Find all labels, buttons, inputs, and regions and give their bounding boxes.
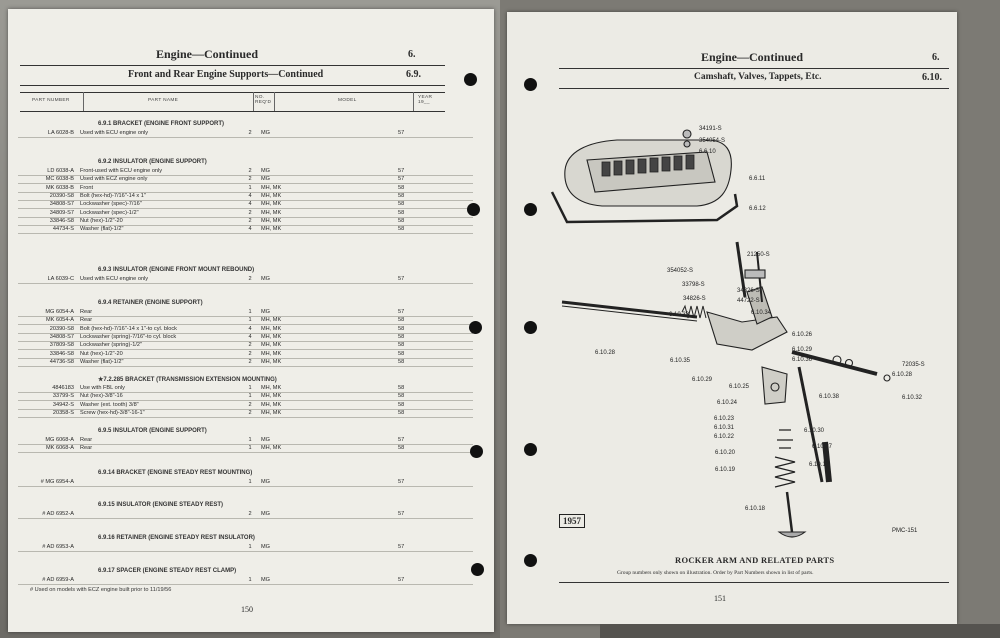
model-cell: MH, MK — [261, 342, 282, 349]
callout-label: 6.6.11 — [749, 176, 766, 182]
year-cell: 57 — [398, 577, 405, 583]
callout-label: 6.10.17 — [809, 462, 830, 468]
model-cell: MH, MK — [261, 184, 282, 191]
model-cell: MH, MK — [261, 201, 282, 208]
model-cell: MH, MK — [261, 385, 282, 391]
table-row — [18, 385, 473, 393]
year-cell: 57 — [398, 130, 405, 136]
table-row — [18, 317, 473, 325]
year-cell: 58 — [398, 209, 405, 216]
model-cell: MG — [261, 176, 271, 183]
column-header-no-req: NO. REQ'D — [255, 95, 272, 105]
table-row — [18, 176, 473, 184]
part-number-cell: # AD 6953-A — [42, 544, 74, 550]
part-name-cell: Lockwasher (spring)-7/16"-to cyl. block — [80, 333, 177, 340]
year-cell: 58 — [398, 201, 405, 208]
callout-label: 34191-S — [699, 126, 722, 132]
callout-label: 6.10.29 — [692, 377, 713, 383]
table-row — [18, 326, 473, 334]
part-name-cell: Screw (hex-hd)-3/8"-16-1" — [80, 409, 145, 416]
table-row — [18, 334, 473, 342]
figure-caption: ROCKER ARM AND RELATED PARTS — [675, 555, 835, 565]
column-header-part-name: PART NAME — [148, 98, 179, 103]
part-name-cell: Lockwasher (spring)-1/2" — [80, 342, 142, 349]
part-number-cell: 34808-S7 — [49, 333, 74, 340]
right-page-number: 151 — [714, 594, 726, 603]
part-name-cell: Used with ECZ engine only — [80, 176, 148, 183]
column-divider — [274, 92, 275, 111]
callout-label: 44722-S — [737, 298, 760, 304]
quantity-cell: 1 — [248, 317, 252, 324]
year-cell: 57 — [398, 437, 405, 443]
year-cell: 58 — [398, 333, 405, 340]
part-number-cell: LA 6028-B — [47, 130, 74, 136]
part-number-cell: 34809-S7 — [49, 209, 74, 216]
model-cell: MG — [261, 437, 271, 443]
part-name-cell: Rear — [80, 445, 93, 452]
part-name-cell: Bolt (hex-hd)-7/16"-14 x 1" — [80, 192, 146, 199]
table-row — [18, 201, 473, 209]
column-divider — [253, 92, 254, 111]
table-row — [18, 193, 473, 201]
callout-label: 6.10.35 — [670, 358, 691, 364]
part-number-cell: # AD 6952-A — [42, 511, 74, 517]
quantity-cell: 2 — [248, 350, 252, 357]
table-row — [18, 544, 473, 552]
table-row — [18, 445, 473, 453]
part-number-cell: MK 6068-A — [46, 445, 74, 452]
section-heading: 6.9.14 BRACKET (ENGINE STEADY REST MOUNTING) — [98, 470, 253, 476]
binder-hole — [467, 203, 480, 216]
year-cell: 58 — [398, 350, 405, 357]
part-number-cell: # AD 6959-A — [42, 577, 74, 583]
quantity-cell: 2 — [248, 217, 252, 224]
binder-hole — [469, 321, 482, 334]
quantity-cell: 2 — [248, 358, 252, 365]
part-number-cell: 20358-S — [52, 409, 74, 416]
column-header-model: MODEL — [338, 98, 357, 103]
part-number-cell: 20390-S8 — [49, 325, 74, 332]
table-row — [18, 342, 473, 350]
table-row — [18, 437, 473, 445]
part-number-cell: 34808-S7 — [49, 201, 74, 208]
rule — [559, 582, 949, 583]
model-cell: MH, MK — [261, 358, 282, 365]
part-name-cell: Used with ECU engine only — [80, 276, 149, 282]
callout-label: 354054-S — [699, 138, 726, 144]
model-cell: MH, MK — [261, 401, 282, 408]
callout-label: 6.6.10 — [699, 149, 716, 155]
part-name-cell: Front — [80, 184, 94, 191]
table-row — [18, 168, 473, 176]
part-name-cell: Washer (ext. tooth) 3/8" — [80, 401, 139, 408]
column-header-part-number: PART NUMBER — [32, 98, 70, 103]
year-cell: 57 — [398, 176, 405, 183]
model-cell: MG — [261, 309, 271, 315]
table-row — [18, 359, 473, 367]
callout-label: 6.10.30 — [804, 428, 825, 434]
part-number-cell: 20390-S8 — [49, 192, 74, 199]
part-number-cell: 33799-S — [52, 393, 74, 400]
part-number-cell: LD 6038-A — [47, 168, 74, 174]
year-cell: 57 — [398, 276, 405, 282]
year-cell: 57 — [398, 479, 405, 485]
left-page-title: Engine—Continued — [156, 47, 259, 61]
model-cell: MH, MK — [261, 409, 282, 416]
year-cell: 58 — [398, 393, 405, 400]
table-row — [18, 309, 473, 317]
part-name-cell: Front-used with ECU engine only — [80, 168, 163, 174]
quantity-cell: 2 — [248, 130, 252, 136]
callout-label: 72035-S — [902, 362, 925, 368]
callout-label: 6.10.28 — [892, 372, 913, 378]
model-cell: MH, MK — [261, 393, 282, 400]
left-page-number: 150 — [241, 605, 253, 614]
quantity-cell: 1 — [248, 577, 252, 583]
callout-label: 6.10.38 — [819, 394, 840, 400]
table-row — [18, 130, 473, 138]
quantity-cell: 4 — [248, 201, 252, 208]
part-name-cell: Bolt (hex-hd)-7/16"-14 x 1"-to cyl. block — [80, 325, 177, 332]
column-divider — [413, 92, 414, 111]
footnote: # Used on models with ECZ engine built prior to 11/19/56 — [30, 587, 172, 593]
callout-label: 354052-S — [667, 268, 694, 274]
quantity-cell: 1 — [248, 309, 252, 315]
year-box: 1957 — [559, 514, 585, 528]
binder-hole — [524, 203, 537, 216]
quantity-cell: 1 — [248, 479, 252, 485]
part-number-cell: MG 6054-A — [45, 309, 74, 315]
part-number-cell: MK 6038-B — [46, 184, 74, 191]
right-page-subtitle: Camshaft, Valves, Tappets, Etc. — [694, 72, 822, 82]
callout-label: 33798-S — [682, 282, 705, 288]
quantity-cell: 2 — [248, 176, 252, 183]
quantity-cell: 1 — [248, 445, 252, 452]
model-cell: MG — [261, 577, 271, 583]
model-cell: MH, MK — [261, 445, 282, 452]
left-page-subtitle-number: 6.9. — [406, 69, 421, 80]
part-number-cell: MK 6054-A — [46, 317, 74, 324]
quantity-cell: 4 — [248, 192, 252, 199]
part-name-cell: Rear — [80, 437, 93, 443]
year-cell: 58 — [398, 401, 405, 408]
part-number-cell: LA 6039-C — [47, 276, 74, 282]
right-page-title-number: 6. — [932, 52, 940, 63]
quantity-cell: 4 — [248, 226, 252, 233]
model-cell: MH, MK — [261, 350, 282, 357]
part-number-cell: 44734-S — [52, 226, 74, 233]
binder-hole — [471, 563, 484, 576]
quantity-cell: 1 — [248, 437, 252, 443]
year-cell: 58 — [398, 445, 405, 452]
section-heading: 6.9.2 INSULATOR (ENGINE SUPPORT) — [98, 159, 207, 165]
section-heading: 6.9.17 SPACER (ENGINE STEADY REST CLAMP) — [98, 568, 237, 574]
table-row — [18, 511, 473, 519]
table-row — [18, 479, 473, 487]
year-cell: 58 — [398, 325, 405, 332]
table-row — [18, 351, 473, 359]
callout-label: 6.10.31 — [714, 425, 735, 431]
part-number-cell: 33846-S8 — [49, 217, 74, 224]
callout-label: 6.10.36 — [792, 357, 813, 363]
right-page-subtitle-number: 6.10. — [922, 72, 942, 83]
part-number-cell: # MG 6954-A — [40, 479, 74, 485]
quantity-cell: 2 — [248, 209, 252, 216]
quantity-cell: 1 — [248, 393, 252, 400]
callout-label: 6.10.25 — [729, 384, 750, 390]
section-heading: 6.9.4 RETAINER (ENGINE SUPPORT) — [98, 300, 203, 306]
model-cell: MH, MK — [261, 217, 282, 224]
section-heading: 6.9.3 INSULATOR (ENGINE FRONT MOUNT REBOUND) — [98, 267, 255, 273]
rule — [20, 65, 445, 66]
quantity-cell: 4 — [248, 325, 252, 332]
quantity-cell: 2 — [248, 401, 252, 408]
year-cell: 58 — [398, 226, 405, 233]
year-cell: 58 — [398, 192, 405, 199]
table-row — [18, 185, 473, 193]
quantity-cell: 2 — [248, 342, 252, 349]
part-name-cell: Nut (hex)-1/2"-20 — [80, 350, 123, 357]
quantity-cell: 1 — [248, 544, 252, 550]
quantity-cell: 4 — [248, 333, 252, 340]
year-cell: 58 — [398, 342, 405, 349]
left-page-title-number: 6. — [408, 49, 416, 60]
model-cell: MH, MK — [261, 317, 282, 324]
part-name-cell: Lockwasher (spec)-7/16" — [80, 201, 142, 208]
callout-label: 6.10.22 — [714, 434, 735, 440]
quantity-cell: 1 — [248, 184, 252, 191]
table-row — [18, 410, 473, 418]
year-cell: 58 — [398, 184, 405, 191]
rocker-arm-illustration — [547, 112, 927, 542]
table-row — [18, 210, 473, 218]
rule — [559, 68, 949, 69]
year-cell: 57 — [398, 309, 405, 315]
callout-label: 6.10.20 — [715, 450, 736, 456]
year-cell: 57 — [398, 168, 405, 174]
right-page-title: Engine—Continued — [701, 50, 804, 64]
part-name-cell: Use with FBL only — [80, 385, 125, 391]
callout-label: 6.10.24 — [717, 400, 738, 406]
quantity-cell: 2 — [248, 168, 252, 174]
part-name-cell: Washer (flat)-1/2" — [80, 226, 124, 233]
quantity-cell: 2 — [248, 409, 252, 416]
section-heading: 6.9.15 INSULATOR (ENGINE STEADY REST) — [98, 502, 224, 508]
callout-label: 6.10.19 — [715, 467, 736, 473]
callout-label: 6.10.33 — [669, 312, 690, 318]
binder-hole — [464, 73, 477, 86]
model-cell: MG — [261, 130, 271, 136]
callout-label: 6.10.23 — [714, 416, 735, 422]
callout-label: 6.10.32 — [902, 395, 923, 401]
section-heading: 6.9.5 INSULATOR (ENGINE SUPPORT) — [98, 428, 207, 434]
model-cell: MH, MK — [261, 226, 282, 233]
callout-label: 6.10.29 — [792, 347, 813, 353]
section-heading: ★7.2.285 BRACKET (TRANSMISSION EXTENSION MOUNTING) — [98, 377, 277, 383]
model-cell: MH, MK — [261, 333, 282, 340]
column-header-year: YEAR 19__ — [418, 95, 433, 105]
left-page — [8, 9, 494, 632]
callout-label: 6.10.26 — [792, 332, 813, 338]
quantity-cell: 1 — [248, 385, 252, 391]
year-cell: 57 — [398, 511, 405, 517]
callout-label: 6.10.28 — [595, 350, 616, 356]
part-name-cell: Lockwasher (spec)-1/2" — [80, 209, 139, 216]
part-number-cell: MC 6038-B — [45, 176, 74, 183]
callout-label: 34826-S — [737, 288, 760, 294]
figure-subcaption: Group numbers only shown on illustration. Order by Part Numbers shown in list of parts. — [617, 570, 814, 576]
part-number-cell: 44736-S8 — [49, 358, 74, 365]
part-name-cell: Used with ECU engine only — [80, 130, 149, 136]
binder-hole — [470, 445, 483, 458]
rule — [20, 85, 445, 86]
year-cell: 58 — [398, 317, 405, 324]
model-cell: MG — [261, 511, 271, 517]
table-row — [18, 218, 473, 226]
year-cell: 58 — [398, 358, 405, 365]
right-page — [507, 12, 957, 624]
table-row — [18, 402, 473, 410]
plate-id: PMC-151 — [892, 528, 918, 534]
table-row — [18, 276, 473, 284]
year-cell: 58 — [398, 409, 405, 416]
model-cell: MH, MK — [261, 192, 282, 199]
quantity-cell: 2 — [248, 511, 252, 517]
callout-label: 34826-S — [683, 296, 706, 302]
part-name-cell: Rear — [80, 317, 93, 324]
model-cell: MG — [261, 479, 271, 485]
table-row — [18, 393, 473, 401]
left-page-subtitle: Front and Rear Engine Supports—Continued — [128, 69, 324, 80]
column-divider — [83, 92, 84, 111]
table-row — [18, 226, 473, 234]
table-header-bottom-rule — [20, 111, 445, 112]
part-number-cell: MG 6068-A — [45, 437, 74, 443]
model-cell: MH, MK — [261, 325, 282, 332]
model-cell: MG — [261, 544, 271, 550]
year-cell: 58 — [398, 217, 405, 224]
binder-hole — [524, 78, 537, 91]
callout-label: 6.10.34 — [751, 310, 772, 316]
binder-hole — [524, 321, 537, 334]
table-surface — [600, 624, 1000, 638]
binder-hole — [524, 443, 537, 456]
part-number-cell: 37809-S8 — [49, 342, 74, 349]
table-row — [18, 577, 473, 585]
rule — [559, 88, 949, 89]
year-cell: 58 — [398, 385, 405, 391]
binder-hole — [524, 554, 537, 567]
part-name-cell: Washer (flat)-1/2" — [80, 358, 124, 365]
callout-label: 6.6.12 — [749, 206, 766, 212]
section-heading: 6.9.1 BRACKET (ENGINE FRONT SUPPORT) — [98, 121, 225, 127]
part-name-cell: Rear — [80, 309, 93, 315]
part-number-cell: 33846-S8 — [49, 350, 74, 357]
callout-label: 6.10.37 — [812, 444, 833, 450]
model-cell: MG — [261, 168, 271, 174]
model-cell: MG — [261, 276, 271, 282]
part-name-cell: Nut (hex)-1/2"-20 — [80, 217, 123, 224]
section-heading: 6.9.16 RETAINER (ENGINE STEADY REST INSULATOR) — [98, 535, 255, 541]
part-number-cell: 4846183 — [52, 385, 74, 391]
callout-label: 21250-S — [747, 252, 770, 258]
part-name-cell: Nut (hex)-3/8"-16 — [80, 393, 123, 400]
model-cell: MH, MK — [261, 209, 282, 216]
quantity-cell: 2 — [248, 276, 252, 282]
callout-label: 6.10.18 — [745, 506, 766, 512]
year-cell: 57 — [398, 544, 405, 550]
part-number-cell: 34942-S — [52, 401, 74, 408]
